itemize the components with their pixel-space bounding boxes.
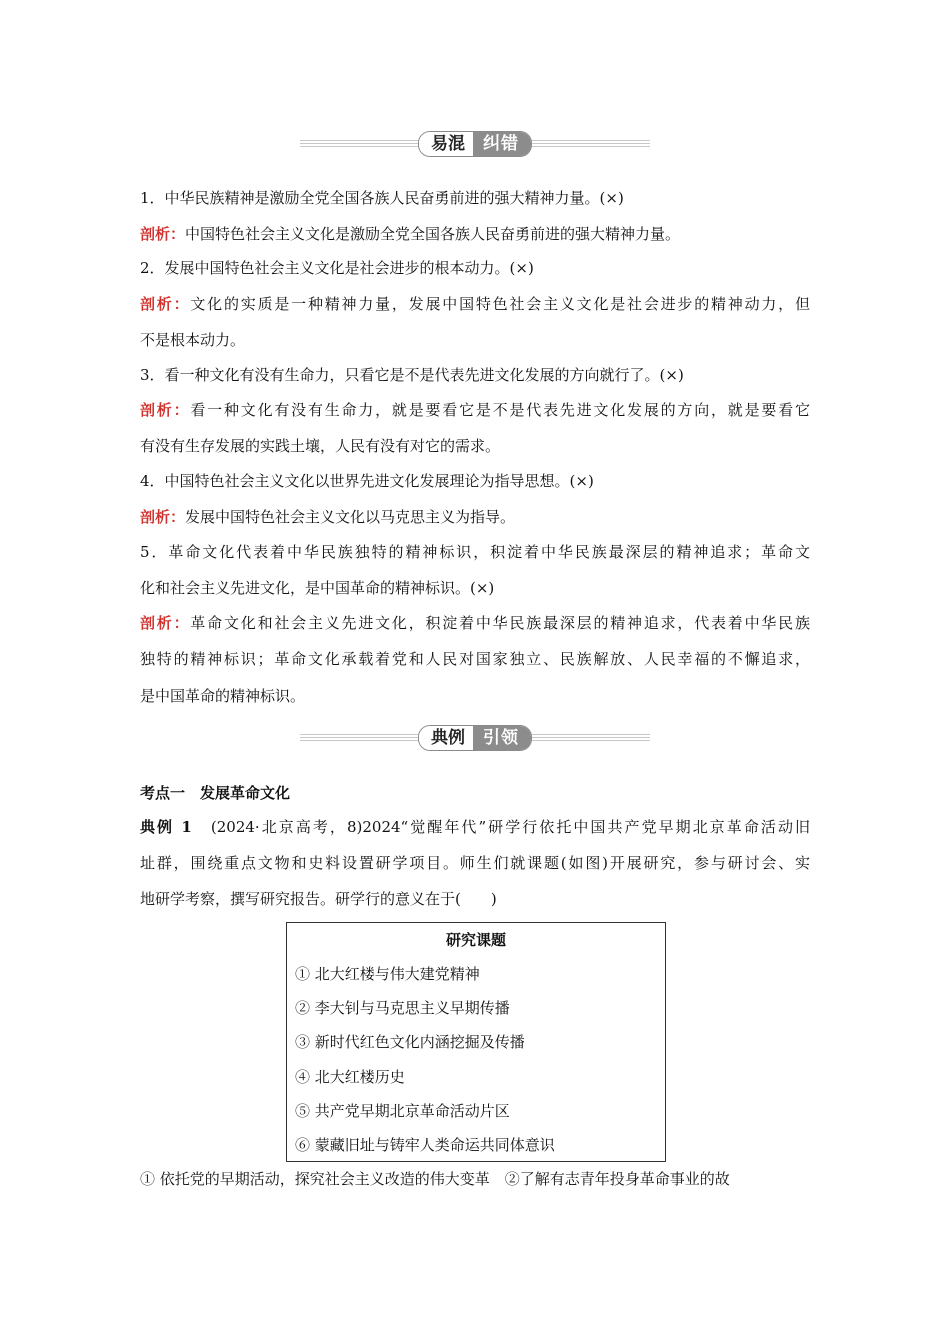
item-3-analysis (140, 400, 810, 420)
analysis-label: 剖析： (140, 295, 191, 313)
analysis-label: 剖析： (140, 225, 186, 243)
example-line-3: 地研学考察，撰写研究报告。研学行的意义在于( ) (140, 890, 497, 908)
banner-stripes-left (300, 734, 420, 742)
banner-yihun-jiucuo (300, 131, 650, 157)
item-3-question: 3．看一种文化有没有生命力，只看它是不是代表先进文化发展的方向就行了。(×) (140, 366, 684, 384)
item-4-analysis (140, 507, 810, 527)
example-label: 典例 1 (140, 818, 192, 836)
table-row: ④ 北大红楼历史 (295, 1068, 405, 1086)
table-row: ① 北大红楼与伟大建党精神 (295, 965, 480, 983)
analysis-text: 发展中国特色社会主义文化以马克思主义为指导。 (185, 508, 516, 526)
item-5-analysis-cont-1: 独特的精神标识；革命文化承载着党和人民对国家独立、民族解放、人民幸福的不懈追求， (140, 650, 810, 668)
item-5-question-cont: 化和社会主义先进文化，是中国革命的精神标识。(×) (140, 579, 495, 597)
analysis-text: 文化的实质是一种精神力量，发展中国特色社会主义文化是社会进步的精神动力，但 (190, 295, 810, 313)
section-heading: 考点一 发展革命文化 (140, 784, 291, 802)
table-row: ③ 新时代红色文化内涵挖掘及传播 (295, 1033, 525, 1051)
analysis-label: 剖析： (140, 401, 191, 419)
item-1-question: 1．中华民族精神是激励全党全国各族人民奋勇前进的强大精神力量。(×) (140, 189, 624, 207)
item-4-question: 4．中国特色社会主义文化以世界先进文化发展理论为指导思想。(×) (140, 472, 594, 490)
analysis-text: 中国特色社会主义文化是激励全党全国各族人民奋勇前进的强大精神力量。 (185, 225, 681, 243)
analysis-text: 革命文化和社会主义先进文化，积淀着中华民族最深层的精神追求，代表着中华民族 (190, 614, 810, 632)
banner-dianli-yinling (300, 725, 650, 751)
banner-label-right: 引领 (473, 726, 531, 750)
item-2-analysis (140, 294, 810, 314)
item-5-analysis (140, 613, 810, 633)
item-2-question: 2．发展中国特色社会主义文化是社会进步的根本动力。(×) (140, 259, 534, 277)
table-row: ② 李大钊与马克思主义早期传播 (295, 999, 510, 1017)
banner-tag (418, 131, 532, 157)
banner-label-left: 易混 (419, 132, 473, 156)
analysis-label: 剖析： (140, 614, 191, 632)
banner-stripes-right (530, 140, 650, 148)
analysis-text: 看一种文化有没有生命力，就是要看它是不是代表先进文化发展的方向，就是要看它 (190, 401, 810, 419)
table-row: ⑤ 共产党早期北京革命活动片区 (295, 1102, 510, 1120)
banner-tag (418, 725, 532, 751)
banner-label-right: 纠错 (473, 132, 531, 156)
options-line: ① 依托党的早期活动，探究社会主义改造的伟大变革 ②了解有志青年投身革命事业的故 (140, 1170, 730, 1188)
example-line-2: 址群，围绕重点文物和史料设置研学项目。师生们就课题(如图)开展研究，参与研讨会、实 (140, 854, 810, 872)
example-text: (2024·北京高考，8)2024“觉醒年代”研学行依托中国共产党早期北京革命活动旧 (191, 818, 810, 836)
item-5-analysis-cont-2: 是中国革命的精神标识。 (140, 687, 306, 705)
table-row: ⑥ 蒙藏旧址与铸牢人类命运共同体意识 (295, 1136, 555, 1154)
banner-stripes-left (300, 140, 420, 148)
table-title: 研究课题 (445, 931, 506, 949)
item-2-analysis-cont: 不是根本动力。 (140, 331, 246, 349)
item-5-question: 5．革命文化代表着中华民族独特的精神标识，积淀着中华民族最深层的精神追求；革命文 (140, 543, 810, 561)
example-line-1 (140, 817, 810, 837)
research-topics-table (286, 922, 666, 1162)
analysis-label: 剖析： (140, 508, 186, 526)
item-3-analysis-cont: 有没有生存发展的实践土壤，人民有没有对它的需求。 (140, 437, 501, 455)
banner-stripes-right (530, 734, 650, 742)
banner-label-left: 典例 (419, 726, 473, 750)
item-1-analysis (140, 224, 810, 244)
